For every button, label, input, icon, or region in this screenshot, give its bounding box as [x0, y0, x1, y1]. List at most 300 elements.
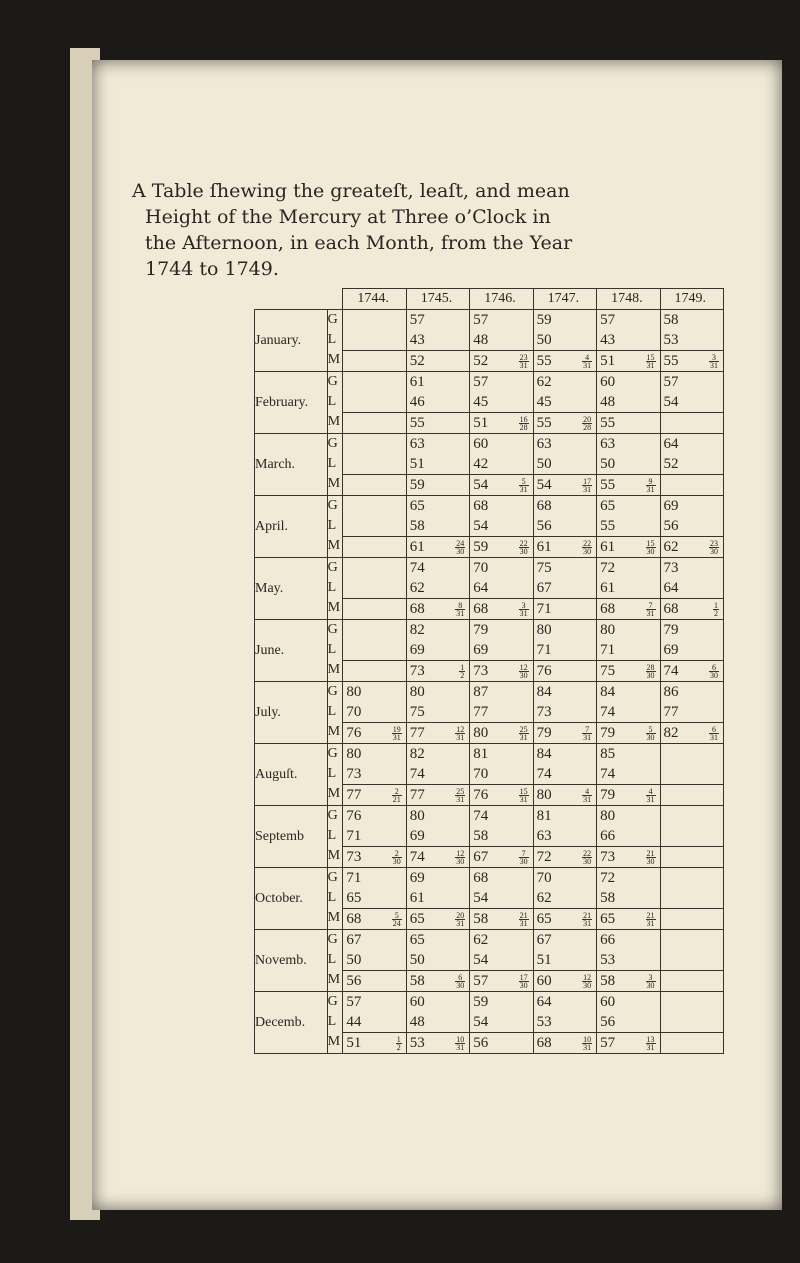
mean-integer: 58	[409, 973, 425, 989]
row-key-letter: L	[327, 828, 337, 843]
least-value: 73	[346, 766, 362, 782]
fraction-numerator: 6	[709, 664, 719, 672]
least-value: 56	[663, 518, 679, 534]
year-cell	[597, 496, 660, 558]
fraction-denominator: 30	[646, 981, 655, 990]
mean-integer: 73	[600, 849, 616, 865]
least-value: 66	[600, 828, 616, 844]
mean-value	[343, 660, 405, 681]
greatest-value: 60	[473, 436, 489, 452]
mean-integer: 65	[409, 911, 425, 927]
mean-value	[661, 784, 723, 805]
year-cell	[533, 310, 596, 372]
mean-fraction	[519, 602, 529, 617]
fraction-denominator: 31	[646, 1043, 655, 1052]
greatest-value: 63	[600, 436, 616, 452]
mean-value	[407, 722, 469, 743]
fraction-numerator: 15	[646, 539, 655, 548]
mean-integer: 75	[600, 663, 616, 679]
greatest-value: 65	[409, 932, 425, 948]
fraction-denominator: 31	[392, 733, 401, 742]
year-cell	[406, 310, 469, 372]
least-value: 77	[473, 704, 489, 720]
greatest-value	[343, 434, 405, 454]
year-cell	[597, 310, 660, 372]
mean-integer: 51	[473, 415, 489, 431]
fraction-denominator: 31	[456, 1043, 465, 1052]
mean-fraction	[646, 540, 656, 555]
month-label: March.	[255, 434, 328, 496]
year-cell	[597, 620, 660, 682]
least-value: 53	[663, 332, 679, 348]
row-key-letters	[327, 310, 343, 372]
greatest-value: 62	[473, 932, 489, 948]
greatest-value: 79	[663, 622, 679, 638]
mean-value	[407, 536, 469, 557]
year-header-row	[255, 289, 724, 310]
mean-value	[597, 536, 659, 557]
year-cell	[470, 806, 533, 868]
mean-integer: 54	[536, 477, 552, 493]
mean-integer: 68	[473, 601, 489, 617]
year-cell	[597, 434, 660, 496]
least-value	[343, 392, 405, 412]
year-cell	[470, 372, 533, 434]
table-row	[255, 496, 724, 558]
fraction-denominator: 30	[710, 547, 718, 556]
fraction-denominator: 30	[646, 857, 655, 866]
greatest-value	[343, 558, 405, 578]
least-value: 51	[536, 952, 552, 968]
least-value: 51	[409, 456, 425, 472]
fraction-denominator: 30	[519, 981, 528, 990]
mean-fraction	[582, 850, 592, 865]
year-cell	[660, 868, 723, 930]
mean-value	[661, 474, 723, 495]
row-key-letter: L	[327, 580, 337, 595]
mean-value	[470, 536, 532, 557]
row-key-letter: L	[327, 642, 337, 657]
mean-value	[470, 722, 532, 743]
mean-fraction	[646, 478, 656, 493]
fraction-denominator: 31	[456, 609, 465, 618]
mean-fraction	[455, 1036, 465, 1051]
mean-fraction	[396, 1036, 402, 1051]
row-key-letter: M	[327, 414, 341, 429]
fraction-numerator: 12	[583, 973, 592, 982]
greatest-value: 58	[663, 312, 679, 328]
mean-integer: 76	[473, 787, 489, 803]
row-key-letter: G	[327, 312, 338, 327]
fraction-denominator: 21	[392, 795, 401, 804]
fraction-denominator: 30	[519, 547, 528, 556]
row-key-letter: M	[327, 848, 341, 863]
mean-fraction	[582, 788, 592, 803]
mean-value	[597, 846, 659, 867]
mean-value	[343, 722, 405, 743]
fraction-denominator: 31	[583, 733, 592, 742]
year-cell	[343, 682, 406, 744]
year-cell	[406, 372, 469, 434]
mean-value	[470, 846, 532, 867]
mean-value	[597, 474, 659, 495]
mean-integer: 79	[600, 725, 616, 741]
mean-value	[407, 474, 469, 495]
table-row	[255, 558, 724, 620]
fraction-numerator: 23	[710, 539, 718, 548]
greatest-value: 57	[409, 312, 425, 328]
year-cell	[597, 806, 660, 868]
year-cell	[343, 868, 406, 930]
year-cell	[533, 930, 596, 992]
row-key-letter: G	[327, 498, 338, 513]
least-value: 50	[409, 952, 425, 968]
greatest-value: 79	[473, 622, 489, 638]
greatest-value: 80	[536, 622, 552, 638]
mean-integer: 56	[473, 1035, 489, 1051]
fraction-denominator: 31	[456, 733, 465, 742]
table-row	[255, 744, 724, 806]
year-cell	[597, 558, 660, 620]
least-value: 69	[409, 828, 425, 844]
fraction-numerator: 28	[646, 663, 655, 672]
mean-fraction	[646, 664, 656, 679]
least-value: 43	[409, 332, 425, 348]
mean-fraction	[709, 664, 719, 679]
year-cell	[660, 806, 723, 868]
fraction-denominator: 30	[456, 981, 465, 990]
table-row	[255, 434, 724, 496]
mean-integer: 79	[600, 787, 616, 803]
greatest-value	[661, 744, 723, 764]
mean-integer: 72	[536, 849, 552, 865]
fraction-denominator: 2	[714, 609, 718, 618]
row-key-letter: L	[327, 456, 337, 471]
mean-fraction	[709, 540, 719, 555]
mean-integer: 55	[536, 353, 552, 369]
row-key-letters	[327, 558, 343, 620]
mean-fraction	[519, 664, 529, 679]
year-cell	[343, 434, 406, 496]
mean-value	[407, 598, 469, 619]
least-value: 67	[536, 580, 552, 596]
year-cell	[406, 496, 469, 558]
fraction-denominator: 31	[646, 485, 655, 494]
fraction-denominator: 31	[646, 795, 655, 804]
mean-fraction	[392, 788, 402, 803]
greatest-value: 86	[663, 684, 679, 700]
mean-integer: 76	[536, 663, 552, 679]
greatest-value: 60	[600, 994, 616, 1010]
year-cell	[343, 558, 406, 620]
mean-fraction	[582, 912, 592, 927]
month-label: Septemb	[255, 806, 328, 868]
title-line-1: A Table ſhewing the greateſt, leaſt, and mean	[132, 180, 570, 202]
row-key-letter: M	[327, 662, 341, 677]
greatest-value	[343, 620, 405, 640]
greatest-value: 63	[536, 436, 552, 452]
mean-integer: 53	[409, 1035, 425, 1051]
row-key-letter: L	[327, 1014, 337, 1029]
mean-value	[661, 1032, 723, 1053]
least-value: 53	[536, 1014, 552, 1030]
year-cell	[597, 682, 660, 744]
greatest-value: 61	[409, 374, 425, 390]
mean-value	[343, 474, 405, 495]
year-cell	[470, 992, 533, 1054]
greatest-value	[343, 310, 405, 330]
year-cell	[597, 744, 660, 806]
greatest-value: 63	[409, 436, 425, 452]
mean-value	[597, 412, 659, 433]
least-value	[343, 454, 405, 474]
least-value: 48	[600, 394, 616, 410]
fraction-denominator: 31	[519, 733, 528, 742]
greatest-value: 62	[536, 374, 552, 390]
mean-integer: 55	[409, 415, 425, 431]
fraction-numerator: 20	[583, 415, 592, 424]
year-cell	[660, 558, 723, 620]
greatest-value	[661, 868, 723, 888]
mean-integer: 73	[346, 849, 362, 865]
row-key-letters	[327, 992, 343, 1054]
mean-integer: 65	[600, 911, 616, 927]
year-header: 1745.	[406, 289, 469, 310]
fraction-numerator: 16	[519, 415, 528, 424]
table-row	[255, 930, 724, 992]
fraction-denominator: 31	[519, 795, 528, 804]
fraction-numerator: 4	[646, 788, 656, 796]
mean-integer: 74	[409, 849, 425, 865]
row-key-letter: G	[327, 932, 338, 947]
year-cell	[343, 496, 406, 558]
year-cell	[533, 496, 596, 558]
mean-integer: 77	[409, 787, 425, 803]
greatest-value: 59	[473, 994, 489, 1010]
row-key-letter: G	[327, 374, 338, 389]
mean-fraction	[582, 478, 592, 493]
greatest-value: 64	[536, 994, 552, 1010]
fraction-denominator: 24	[392, 919, 401, 928]
month-label: June.	[255, 620, 328, 682]
year-cell	[470, 620, 533, 682]
greatest-value: 84	[536, 684, 552, 700]
mean-integer: 59	[473, 539, 489, 555]
least-value	[661, 1012, 723, 1032]
mean-fraction	[455, 974, 465, 989]
least-value: 74	[536, 766, 552, 782]
row-key-letters	[327, 620, 343, 682]
mean-fraction	[709, 726, 719, 741]
mean-value	[470, 908, 532, 929]
mean-fraction	[646, 850, 656, 865]
year-cell	[660, 744, 723, 806]
least-value: 61	[600, 580, 616, 596]
year-cell	[470, 434, 533, 496]
mean-fraction	[455, 912, 465, 927]
mean-integer: 68	[600, 601, 616, 617]
fraction-numerator: 4	[582, 354, 592, 362]
greatest-value: 74	[473, 808, 489, 824]
least-value: 48	[473, 332, 489, 348]
fraction-denominator: 30	[583, 857, 592, 866]
year-cell	[597, 868, 660, 930]
year-cell	[660, 434, 723, 496]
mean-integer: 65	[536, 911, 552, 927]
year-cell	[343, 992, 406, 1054]
greatest-value: 65	[600, 498, 616, 514]
year-cell	[533, 372, 596, 434]
row-key-letter: G	[327, 870, 338, 885]
month-label: Novemb.	[255, 930, 328, 992]
row-key-letter: L	[327, 332, 337, 347]
year-cell	[406, 806, 469, 868]
month-label: February.	[255, 372, 328, 434]
mean-integer: 71	[536, 601, 552, 617]
row-key-letter: G	[327, 994, 338, 1009]
corner-cell	[255, 289, 343, 310]
fraction-denominator: 31	[519, 361, 528, 370]
least-value: 56	[536, 518, 552, 534]
month-label: Decemb.	[255, 992, 328, 1054]
mean-fraction	[713, 602, 719, 617]
least-value: 45	[473, 394, 489, 410]
greatest-value: 70	[473, 560, 489, 576]
mean-integer: 60	[536, 973, 552, 989]
fraction-denominator: 2	[460, 671, 465, 680]
year-cell	[470, 682, 533, 744]
fraction-denominator: 30	[583, 547, 592, 556]
fraction-numerator: 8	[455, 602, 465, 610]
mean-fraction	[519, 478, 529, 493]
mean-integer: 57	[473, 973, 489, 989]
mean-value	[407, 1032, 469, 1053]
mean-integer: 55	[600, 477, 616, 493]
table-row	[255, 372, 724, 434]
fraction-denominator: 30	[456, 857, 465, 866]
year-cell	[470, 310, 533, 372]
fraction-numerator: 1	[460, 663, 465, 672]
year-cell	[660, 682, 723, 744]
least-value: 74	[600, 766, 616, 782]
mean-value	[343, 598, 405, 619]
least-value: 50	[536, 332, 552, 348]
row-key-letter: M	[327, 724, 341, 739]
mean-fraction	[392, 726, 402, 741]
mean-value	[343, 846, 405, 867]
fraction-numerator: 5	[646, 726, 656, 734]
greatest-value: 64	[663, 436, 679, 452]
least-value: 54	[473, 518, 489, 534]
fraction-numerator: 2	[392, 788, 402, 796]
least-value: 69	[663, 642, 679, 658]
row-key-letters	[327, 744, 343, 806]
least-value: 58	[600, 890, 616, 906]
least-value: 43	[600, 332, 616, 348]
greatest-value: 76	[346, 808, 362, 824]
fraction-denominator: 31	[519, 609, 528, 618]
row-key-letter: M	[327, 1034, 341, 1049]
least-value: 58	[473, 828, 489, 844]
mean-integer: 79	[536, 725, 552, 741]
mean-integer: 73	[473, 663, 489, 679]
row-key-letter: M	[327, 538, 341, 553]
fraction-numerator: 17	[583, 477, 592, 486]
least-value: 45	[536, 394, 552, 410]
greatest-value: 60	[409, 994, 425, 1010]
mean-integer: 61	[409, 539, 425, 555]
year-cell	[406, 558, 469, 620]
fraction-numerator: 7	[582, 726, 592, 734]
greatest-value: 68	[473, 498, 489, 514]
row-key-letter: L	[327, 518, 337, 533]
least-value: 74	[600, 704, 616, 720]
mean-fraction	[519, 788, 529, 803]
year-cell	[470, 558, 533, 620]
greatest-value: 84	[536, 746, 552, 762]
mean-fraction	[455, 726, 465, 741]
fraction-numerator: 2	[392, 850, 402, 858]
least-value: 56	[600, 1014, 616, 1030]
year-cell	[660, 992, 723, 1054]
least-value: 77	[663, 704, 679, 720]
least-value	[343, 516, 405, 536]
row-key-letter: M	[327, 352, 341, 367]
greatest-value: 82	[409, 746, 425, 762]
greatest-value	[661, 930, 723, 950]
year-cell	[533, 682, 596, 744]
mean-integer: 68	[346, 911, 362, 927]
mean-integer: 55	[663, 353, 679, 369]
fraction-numerator: 7	[519, 850, 529, 858]
greatest-value: 81	[536, 808, 552, 824]
row-key-letter: M	[327, 786, 341, 801]
mean-integer: 59	[409, 477, 425, 493]
greatest-value: 85	[600, 746, 616, 762]
mean-fraction	[582, 416, 592, 431]
mean-value	[407, 970, 469, 991]
fraction-numerator: 21	[646, 849, 655, 858]
greatest-value	[661, 806, 723, 826]
mean-integer: 56	[346, 973, 362, 989]
title-line-4: 1744 to 1749.	[145, 258, 279, 280]
fraction-numerator: 10	[583, 1035, 592, 1044]
mean-value	[534, 970, 596, 991]
fraction-numerator: 20	[456, 911, 465, 920]
mean-value	[470, 660, 532, 681]
year-cell	[470, 930, 533, 992]
fraction-numerator: 13	[646, 1035, 655, 1044]
greatest-value: 68	[536, 498, 552, 514]
year-cell	[470, 496, 533, 558]
fraction-denominator: 31	[519, 485, 528, 494]
least-value: 71	[600, 642, 616, 658]
row-key-letter: M	[327, 476, 341, 491]
mean-value	[597, 722, 659, 743]
mean-value	[407, 660, 469, 681]
mean-fraction	[582, 726, 592, 741]
mean-integer: 58	[473, 911, 489, 927]
greatest-value: 67	[536, 932, 552, 948]
year-cell	[406, 434, 469, 496]
mean-fraction	[646, 912, 656, 927]
greatest-value: 84	[600, 684, 616, 700]
mean-fraction	[455, 850, 465, 865]
greatest-value: 80	[409, 684, 425, 700]
mean-integer: 57	[600, 1035, 616, 1051]
mean-value	[534, 536, 596, 557]
greatest-value: 66	[600, 932, 616, 948]
